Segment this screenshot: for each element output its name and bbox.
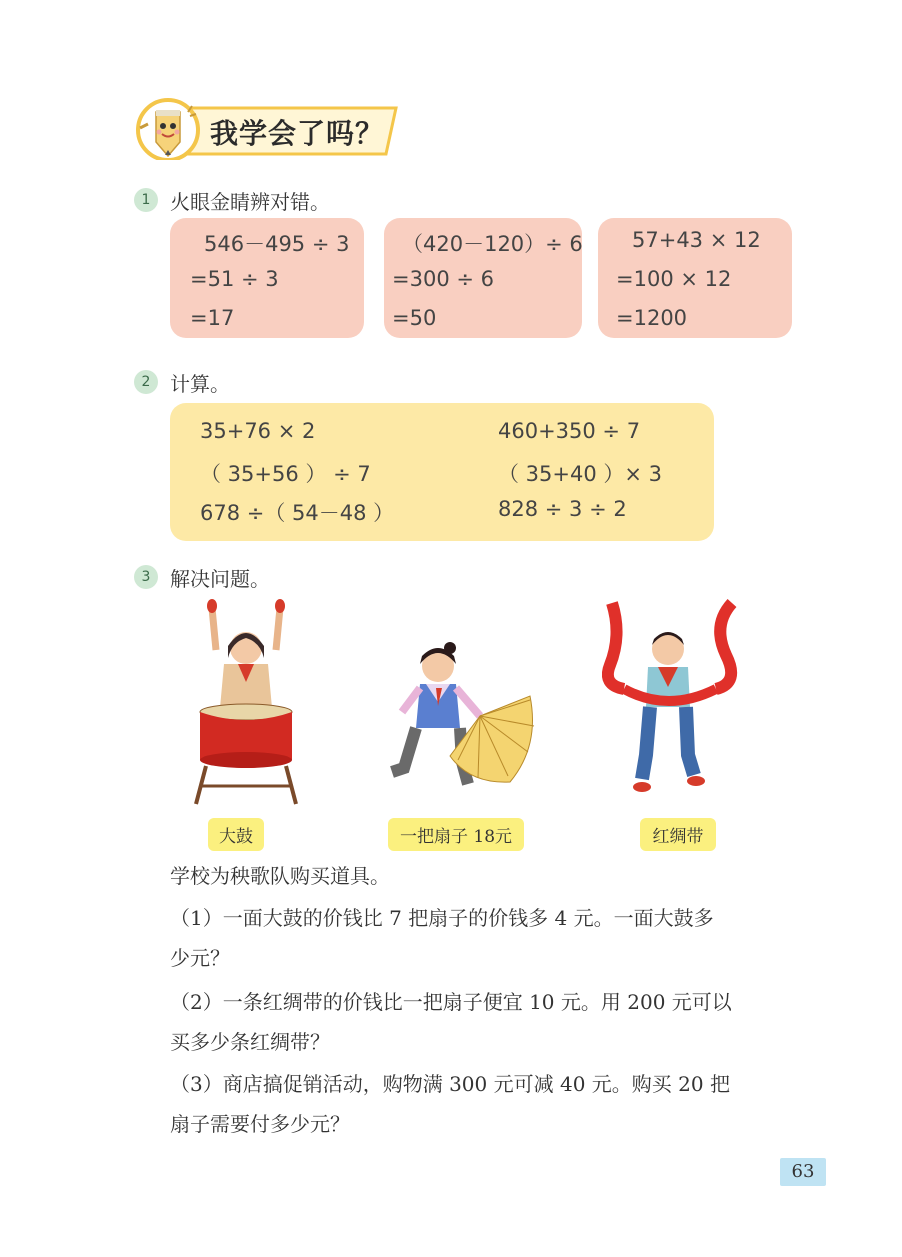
problem-intro: 学校为秧歌队购买道具。 (170, 864, 390, 888)
header-title: 我学会了吗？ (210, 117, 385, 150)
box-1-line-1: 546－495 ÷ 3 (204, 232, 350, 256)
question-3-line-1: （3）商店搞促销活动，购物满 300 元可减 40 元。购买 20 把 (170, 1072, 730, 1096)
calc-right-1: 460+350 ÷ 7 (498, 419, 641, 443)
error-check-box-1 (170, 218, 364, 338)
calculation-box (170, 403, 714, 541)
box-2-line-2: =300 ÷ 6 (392, 267, 494, 291)
question-2-line-1: （2）一条红绸带的价钱比一把扇子便宜 10 元。用 200 元可以 (170, 990, 732, 1014)
caption-fan: 一把扇子 18元 (388, 818, 524, 851)
error-check-box-2 (384, 218, 582, 338)
caption-ribbon: 红绸带 (640, 818, 716, 851)
section-3-number-badge: 3 (134, 565, 158, 589)
question-1-line-2: 少元？ (170, 946, 230, 970)
box-3-line-2: =100 × 12 (616, 267, 732, 291)
box-3-line-1: 57+43 × 12 (632, 228, 761, 252)
box-3-line-3: =1200 (616, 306, 688, 330)
box-2-line-1: （420－120）÷ 6 (402, 232, 583, 256)
calc-left-3: 678 ÷（ 54－48 ） (200, 501, 395, 525)
section-2-title: 计算。 (170, 372, 230, 396)
calc-left-1: 35+76 × 2 (200, 419, 316, 443)
question-1-line-1: （1）一面大鼓的价钱比 7 把扇子的价钱多 4 元。一面大鼓多 (170, 906, 714, 930)
error-check-box-3 (598, 218, 792, 338)
section-2-number-badge: 2 (134, 370, 158, 394)
drum-girl-illustration (182, 598, 310, 810)
fan-girl-illustration (380, 636, 540, 796)
page-number: 63 (780, 1158, 826, 1186)
box-2-line-3: =50 (392, 306, 437, 330)
caption-drum: 大鼓 (208, 818, 264, 851)
ribbon-boy-illustration (602, 595, 742, 799)
box-1-line-2: =51 ÷ 3 (190, 267, 279, 291)
box-1-line-3: =17 (190, 306, 235, 330)
calc-right-3: 828 ÷ 3 ÷ 2 (498, 497, 627, 521)
calc-left-2: （ 35+56 ） ÷ 7 (200, 462, 371, 486)
section-1-number-badge: 1 (134, 188, 158, 212)
question-2-line-2: 买多少条红绸带？ (170, 1030, 330, 1054)
section-3-title: 解决问题。 (170, 567, 270, 591)
calc-right-2: （ 35+40 ）× 3 (498, 462, 663, 486)
question-3-line-2: 扇子需要付多少元？ (170, 1112, 350, 1136)
section-1-title: 火眼金睛辨对错。 (170, 190, 330, 214)
